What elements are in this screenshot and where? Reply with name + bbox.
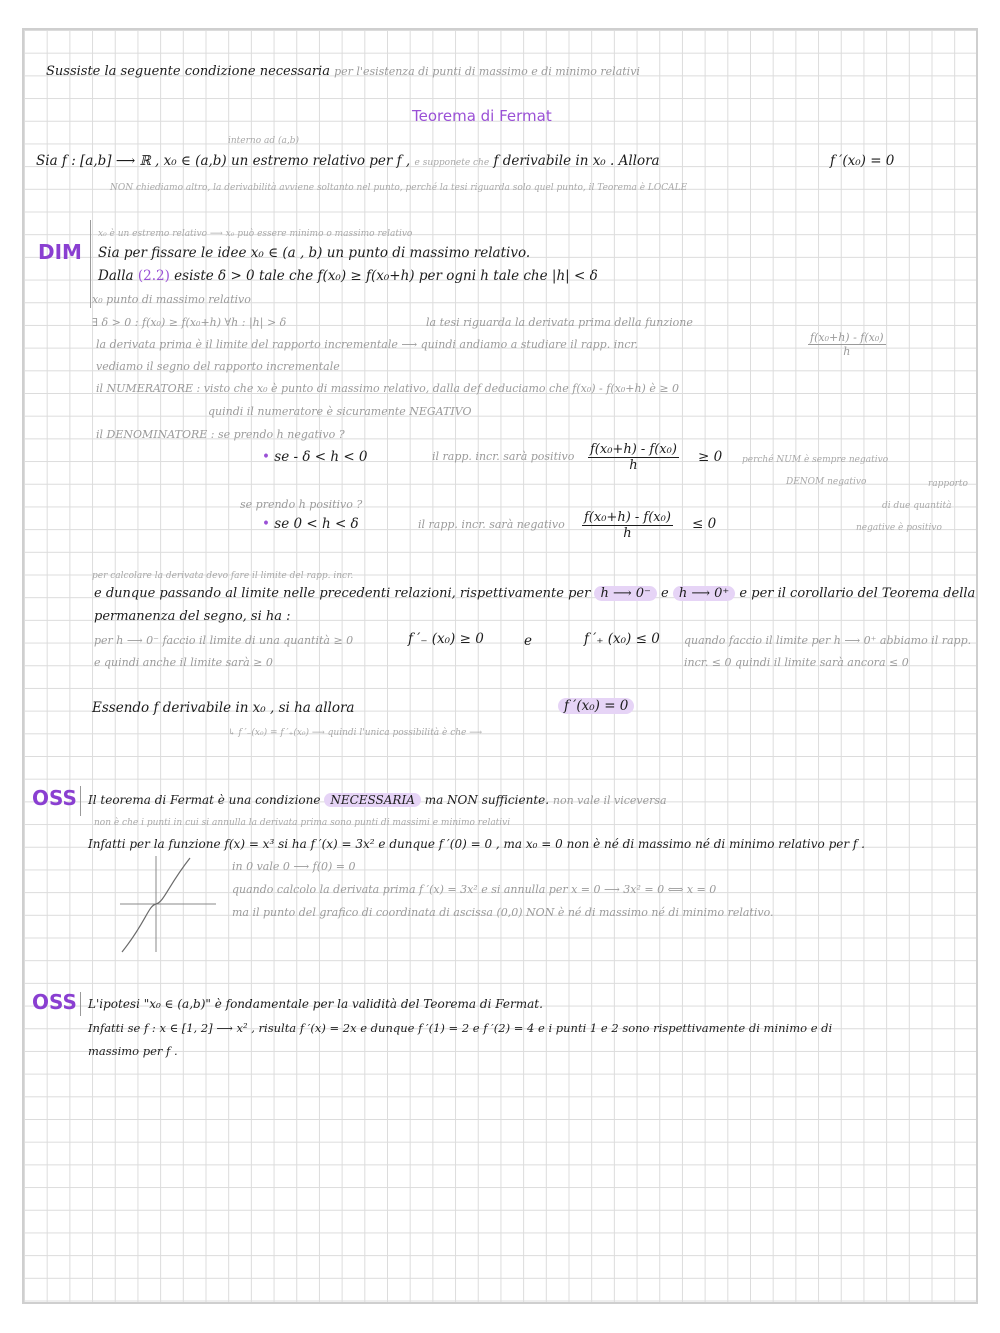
oss2-line3: massimo per f .: [88, 1044, 178, 1058]
case2: [262, 516, 359, 532]
case1-side2: DENOM negativo: [786, 477, 867, 487]
dim-line2-a: Dalla: [98, 268, 134, 284]
case1-frac-num: f(x₀+h) - f(x₀): [590, 442, 677, 457]
dim-line3-a: e dunque passando al limite nelle precedenti relazioni, rispettivamente per: [94, 586, 591, 601]
final-result: f ′(x₀) = 0: [558, 698, 634, 714]
dim-note3: ∃ δ > 0 : f(x₀) ≥ f(x₀+h) ∀h : |h| > δ: [92, 316, 287, 329]
dim-bar: [90, 220, 91, 308]
oss1-note4: ma il punto del grafico di coordinata di ascissa (0,0) NON è né di massimo né di minimo relativo.: [232, 906, 774, 919]
result-and: e: [524, 633, 532, 649]
intro-main: Sussiste la seguente condizione necessaria: [46, 64, 330, 79]
bullet-icon: •: [262, 516, 270, 532]
dim-note3b: la tesi riguarda la derivata prima della funzione: [426, 316, 693, 329]
case2-frac-den: h: [623, 526, 632, 541]
case2-fraction: [582, 510, 673, 541]
bullet-icon: •: [262, 449, 270, 465]
oss1-bar: [80, 786, 81, 816]
intro-text: [46, 64, 640, 80]
oss1-note1: non è che i punti in cui si annulla la derivata prima sono punti di massimi e minimo relativi: [94, 818, 511, 828]
oss1-note3: quando calcolo la derivata prima f ′(x) = 3x² e si annulla per x = 0 ⟶ 3x² = 0 ⟺ x = 0: [232, 883, 717, 896]
dim-note7: quindi il numeratore è sicuramente NEGATIVO: [208, 405, 472, 418]
oss2-bar: [80, 992, 81, 1016]
dim-line5: Essendo f derivabile in x₀ , si ha allora: [92, 700, 355, 716]
dim-note6: il NUMERATORE : visto che x₀ è punto di massimo relativo, dalla def deduciamo che f(x₀) - f(x₀+h) è ≥ 0: [96, 382, 680, 395]
oss1-note2: in 0 vale 0 ⟶ f(0) = 0: [232, 860, 356, 873]
dim-line2-b: esiste δ > 0 tale che f(x₀) ≥ f(x₀+h) per ogni h tale che |h| < δ: [174, 268, 598, 284]
statement-text: Sia f : [a,b] ⟶ ℝ , x₀ ∈ (a,b) un estremo relativo per f ,: [36, 153, 411, 169]
case-side4: di due quantità: [882, 501, 952, 511]
case1-frac-den: h: [629, 458, 638, 473]
dim-line2: [98, 268, 598, 284]
statement-note-mid: e supponete che: [414, 158, 490, 168]
dim-note4-fraction: [808, 331, 886, 358]
oss1-line1-note: non vale il viceversa: [552, 794, 667, 807]
dim-note14: incr. ≤ 0 quindi il limite sarà ancora ≤ 0: [684, 656, 909, 669]
result-right: f ′₊ (x₀) ≤ 0: [584, 631, 660, 647]
oss1-line1-b: ma NON sufficiente.: [424, 793, 550, 807]
case1-relation: ≥ 0: [698, 449, 723, 465]
dim-note4-frac-num: f(x₀+h) - f(x₀): [810, 331, 884, 344]
dim-label: DIM: [38, 240, 82, 264]
dim-note9: se prendo h positivo ?: [240, 498, 363, 511]
oss2-line1: [88, 996, 543, 1012]
dim-note1: x₀ è un estremo relativo ⟶ x₀ può essere minimo o massimo relativo: [98, 229, 413, 239]
oss2-label: OSS: [32, 990, 77, 1014]
dim-note5: vediamo il segno del rapporto incrementale: [96, 360, 340, 373]
dim-line3: [94, 586, 975, 602]
dim-line3-b: e per il corollario del Teorema della: [739, 586, 976, 601]
result-left: f ′₋ (x₀) ≥ 0: [408, 631, 484, 647]
case1-side3: rapporto: [928, 479, 968, 489]
case1-fraction: [588, 442, 679, 473]
dim-line2-ref: (2.2): [137, 268, 170, 284]
intro-note: per l'esistenza di punti di massimo e di minimo relativi: [334, 65, 640, 78]
oss1-label: OSS: [32, 786, 77, 810]
dim-note11: per h ⟶ 0⁻ faccio il limite di una quantità ≥ 0: [94, 634, 354, 647]
dim-note4: la derivata prima è il limite del rapporto incrementale ⟶ quindi andiamo a studiare il rapp. incr.: [96, 338, 639, 351]
dim-note4-frac-den: h: [843, 345, 851, 358]
dim-line3-e: e: [661, 586, 669, 601]
case1-condition: se - δ < h < 0: [274, 449, 368, 465]
case1-side1: perché NUM è sempre negativo: [742, 455, 889, 465]
dim-line3-h2: h ⟶ 0⁺: [673, 586, 735, 601]
case2-note: il rapp. incr. sarà negativo: [418, 518, 565, 531]
dim-line3-h1: h ⟶ 0⁻: [594, 586, 656, 601]
oss1-line2: Infatti per la funzione f(x) = x³ si ha f ′(x) = 3x² e dunque f ′(0) = 0 , ma x₀ = 0 non è né di massimo né di minimo relativo per f .: [88, 837, 865, 851]
case-side5: negative è positivo: [856, 523, 942, 533]
case2-frac-num: f(x₀+h) - f(x₀): [584, 510, 671, 525]
oss1-line1-a: Il teorema di Fermat è una condizione: [88, 793, 321, 807]
statement-note-below: NON chiediamo altro, la derivabilità avviene soltanto nel punto, perché la tesi riguarda solo quel punto, il Teorema è LOCALE: [110, 183, 688, 193]
statement-conclusion: f ′(x₀) = 0: [830, 153, 895, 169]
oss1-line1: [88, 792, 667, 809]
oss2-line2: Infatti se f : x ∈ [1, 2] ⟶ x² , risulta f ′(x) = 2x e dunque f ′(1) = 2 e f ′(2) = 4 e i punti 1 e 2 sono rispettivamente di minimo e di: [88, 1021, 833, 1035]
statement-text2: f derivabile in x₀ . Allora: [493, 153, 660, 169]
dim-line4: permanenza del segno, si ha :: [94, 609, 291, 624]
oss1-highlight: NECESSARIA: [324, 793, 421, 807]
dim-note12: e quindi anche il limite sarà ≥ 0: [94, 656, 273, 669]
case2-relation: ≤ 0: [692, 516, 717, 532]
dim-note10: per calcolare la derivata devo fare il limite del rapp. incr.: [92, 571, 354, 581]
dim-note8: il DENOMINATORE : se prendo h negativo ?: [96, 428, 345, 441]
case1-note: il rapp. incr. sarà positivo: [432, 450, 575, 463]
statement: [36, 153, 660, 171]
dim-note2: x₀ punto di massimo relativo: [92, 293, 251, 306]
dim-note13: quando faccio il limite per h ⟶ 0⁺ abbiamo il rapp.: [684, 634, 972, 647]
oss2-line1-b: è fondamentale per la validità del Teorema di Fermat.: [214, 997, 543, 1011]
oss2-line1-a: L'ipotesi "x₀ ∈ (a,b)": [88, 997, 211, 1011]
cubic-graph-icon: [112, 852, 222, 956]
dim-line1: Sia per fissare le idee x₀ ∈ (a , b) un punto di massimo relativo.: [98, 245, 531, 261]
case1: [262, 449, 368, 465]
statement-note-above: interno ad (a,b): [228, 136, 299, 146]
dim-note15: ↳ f ′₋(x₀) = f ′₊(x₀) ⟶ quindi l'unica possibilità è che ⟶: [228, 728, 483, 738]
page-title: Teorema di Fermat: [412, 107, 552, 125]
case2-condition: se 0 < h < δ: [274, 516, 359, 532]
